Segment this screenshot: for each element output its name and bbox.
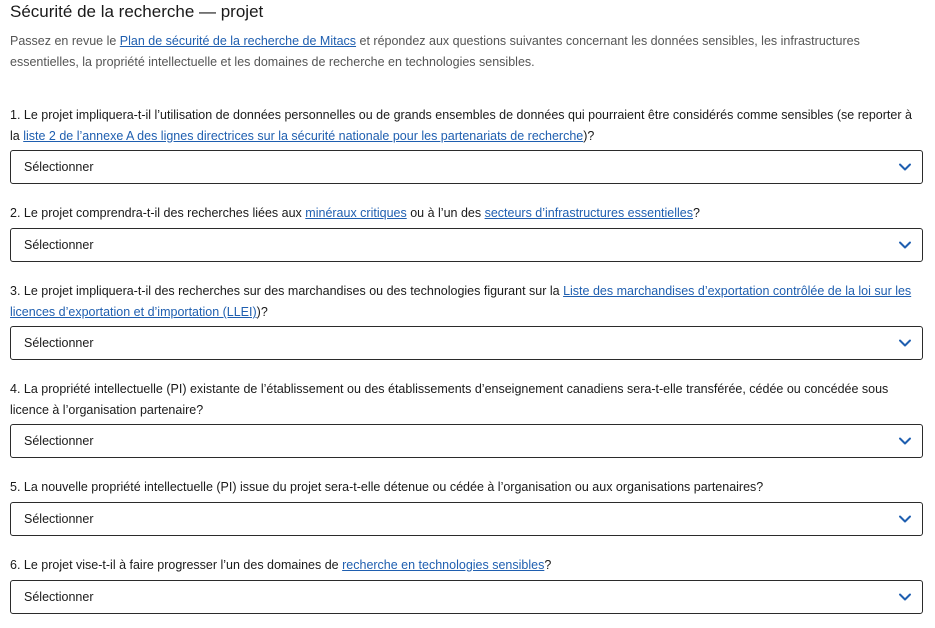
- question-2-select-value: Sélectionner: [24, 238, 94, 252]
- question-4-text: 4. La propriété intellectuelle (PI) existante de l’établissement ou des établissements d’enseignement canadiens sera-t-elle transférée, cédée ou concédée sous licence à l’organisation partenaire?: [10, 382, 889, 417]
- question-1-text-a: 1. Le projet impliquera-t-il l’utilisation de données personnelles ou de grands ensembles de données qui pourraient être considérés comme sensibles (se reporter à la: [10, 108, 912, 143]
- question-6-text-a: 6. Le projet vise-t-il à faire progresser l’un des domaines de: [10, 558, 343, 572]
- question-4-select[interactable]: [10, 424, 923, 458]
- intro-before: Passez en revue le: [10, 34, 120, 48]
- question-5-label: [10, 477, 922, 498]
- chevron-down-icon: [898, 512, 912, 526]
- question-1-select[interactable]: [10, 150, 923, 184]
- question-6-label: [10, 555, 922, 576]
- question-3-select[interactable]: [10, 326, 923, 360]
- intro-after: et répondez aux questions suivantes concernant les données sensibles, les infrastructures essentielles, la propriété intellectuelle et les domaines de recherche en technologies sensibles.: [10, 34, 860, 69]
- question-2-label: [10, 203, 922, 224]
- question-1-link-annex[interactable]: liste 2 de l’annexe A des lignes directrices sur la sécurité nationale pour les partenariats de recherche: [23, 129, 584, 143]
- question-2-text-c: ?: [693, 206, 700, 220]
- question-2-select[interactable]: [10, 228, 923, 262]
- question-4-label: [10, 379, 922, 421]
- question-6-text-b: ?: [544, 558, 552, 572]
- security-plan-link[interactable]: Plan de sécurité de la recherche de Mitacs: [119, 34, 357, 48]
- chevron-down-icon: [898, 434, 912, 448]
- question-3-text-b: )?: [256, 305, 268, 319]
- question-2-link-minerals[interactable]: minéraux critiques: [305, 206, 407, 220]
- question-6-link-sensitive-tech[interactable]: recherche en technologies sensibles: [342, 558, 545, 572]
- question-4-select-value: Sélectionner: [24, 434, 94, 448]
- question-6-select-value: Sélectionner: [24, 590, 94, 604]
- question-5-select[interactable]: [10, 502, 923, 536]
- page-title: Sécurité de la recherche — projet: [10, 2, 264, 21]
- question-2-link-infrastructure[interactable]: secteurs d’infrastructures essentielles: [484, 206, 694, 220]
- chevron-down-icon: [898, 160, 912, 174]
- chevron-down-icon: [898, 238, 912, 252]
- question-6-select[interactable]: [10, 580, 923, 614]
- question-3-label: [10, 281, 922, 323]
- question-5-text: 5. La nouvelle propriété intellectuelle (PI) issue du projet sera-t-elle détenue ou cédée à l’organisation ou aux organisations partenaires?: [10, 480, 764, 494]
- chevron-down-icon: [898, 590, 912, 604]
- question-1-select-value: Sélectionner: [24, 160, 94, 174]
- question-3-text-a: 3. Le projet impliquera-t-il des recherches sur des marchandises ou des technologies figurant sur la: [10, 284, 564, 298]
- question-1-text-b: )?: [583, 129, 595, 143]
- question-2-text-a: 2. Le projet comprendra-t-il des recherches liées aux: [10, 206, 306, 220]
- question-5-select-value: Sélectionner: [24, 512, 94, 526]
- intro-text: [10, 31, 915, 73]
- question-3-select-value: Sélectionner: [24, 336, 94, 350]
- question-2-text-b: ou à l’un des: [406, 206, 485, 220]
- chevron-down-icon: [898, 336, 912, 350]
- question-3-link-export-list[interactable]: Liste des marchandises d’exportation contrôlée de la loi sur les licences d’exportation et d’importation (LLEI): [10, 284, 912, 319]
- question-1-label: [10, 105, 922, 147]
